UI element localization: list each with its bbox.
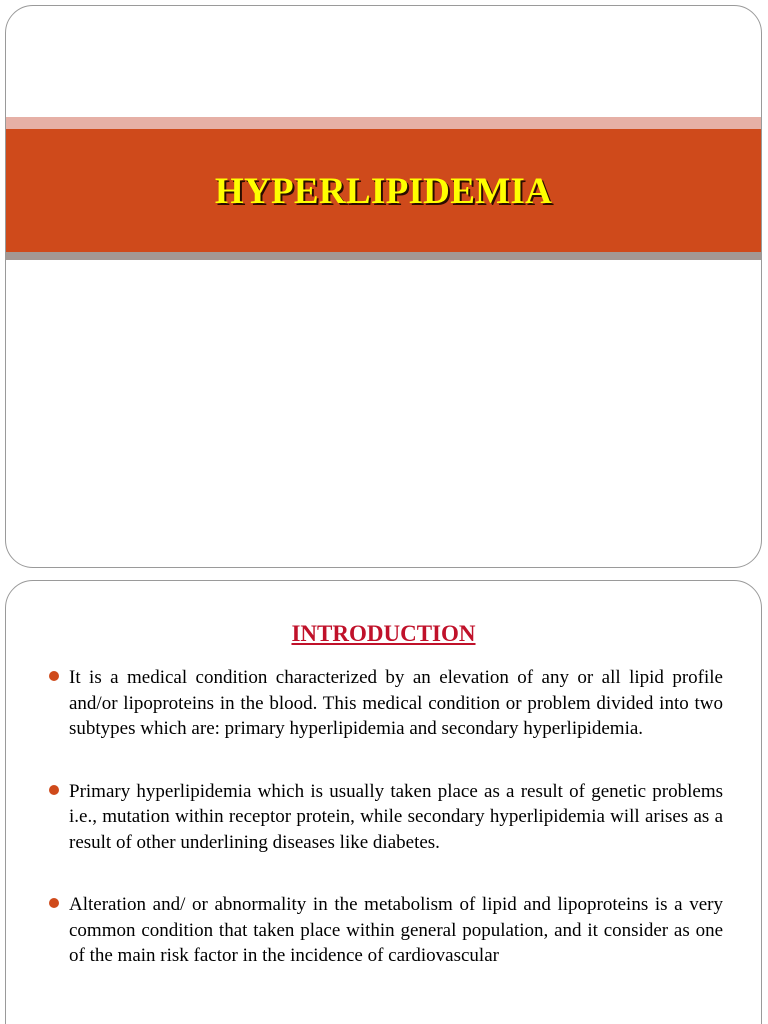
bullet-text: Alteration and/ or abnormality in the metabolism of lipid and lipoproteins is a very common condition that taken place within general population, and it consider as one of the main risk factor in the incidence of cardiovascular — [69, 894, 723, 966]
introduction-slide — [5, 580, 762, 1024]
title-band-bottom-stripe — [6, 252, 761, 260]
bullet-dot-icon — [49, 671, 59, 681]
slide-title: HYPERLIPIDEMIA — [214, 171, 553, 212]
bullet-dot-icon — [49, 785, 59, 795]
bullet-item — [69, 892, 723, 969]
bullet-text: Primary hyperlipidemia which is usually taken place as a result of genetic problems i.e., mutation within receptor protein, while secondary hyperlipidemia will arises as a result of other underlining diseases like diabetes. — [69, 780, 723, 853]
title-slide — [5, 5, 762, 568]
bullet-dot-icon — [49, 898, 59, 908]
bullet-item — [69, 779, 723, 856]
bullet-item — [69, 665, 723, 742]
section-heading: INTRODUCTION — [291, 621, 476, 646]
bullet-text: It is a medical condition characterized by an elevation of any or all lipid profile and/or lipoproteins in the blood. This medical condition or problem divided into two subtypes which are: primary hyperlipidemia and secondary hyperlipidemia. — [69, 667, 723, 739]
bullet-list — [69, 665, 723, 1006]
title-band-top-stripe — [6, 117, 761, 129]
